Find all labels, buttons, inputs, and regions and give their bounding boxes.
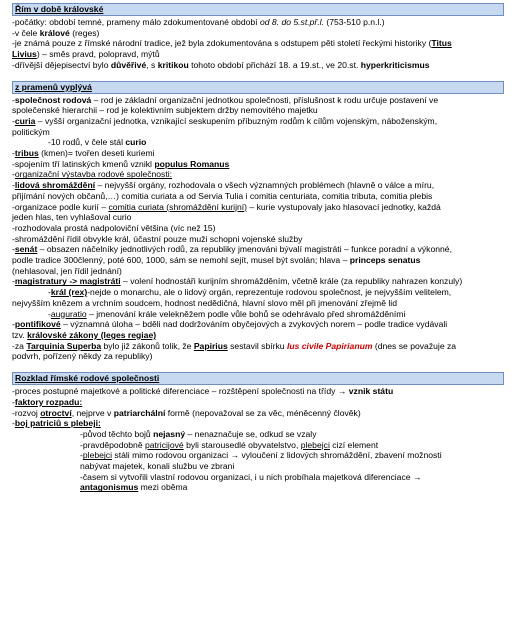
text-run: -původ těchto bojů: [80, 428, 154, 439]
text-line: [12, 212, 504, 223]
text-line: [12, 351, 504, 362]
text-run: cizí element: [329, 439, 379, 450]
text-run: král (rex): [50, 287, 88, 298]
text-run: podvrh, pořízený někdy za republiky): [12, 351, 153, 362]
text-run: – kurie vystupovaly jako hlasovací jednotky, každá: [247, 201, 441, 212]
text-run: comitia curiata (shromáždění kurijní): [108, 201, 248, 212]
text-run: lidová shromáždění: [14, 180, 96, 191]
text-run: -: [12, 244, 15, 255]
text-run: formě (nepovažoval se za věc, méněcenný člověk): [165, 407, 361, 418]
text-run: podle tradice 300členný, poté 600, 1000, sám se nemohl sejít, musel být svolán; hlava –: [12, 255, 350, 266]
text-run: magistratury -> magistráti: [14, 276, 121, 287]
text-run: -: [12, 169, 15, 180]
section-sources: [12, 81, 504, 363]
text-run: patriarchální: [113, 407, 166, 418]
text-run: pontifikové: [14, 319, 61, 330]
text-line: [12, 418, 504, 429]
text-line: [12, 429, 504, 440]
text-run: -: [12, 396, 15, 407]
text-run: curia: [14, 115, 36, 126]
text-run: tribus: [14, 148, 39, 159]
text-run: populus Romanus: [154, 158, 230, 169]
text-run: – vyšší organizační jednotka, vznikající seskupením příbuzným rodům k cílům vojenským, náboženským,: [35, 115, 438, 126]
text-run: nabývat majetek, konali službu ve zbrani: [80, 461, 235, 472]
text-run: -: [12, 94, 15, 105]
text-run: boj patriciů s plebeji:: [14, 418, 101, 429]
text-run: plebejci: [82, 450, 113, 461]
text-run: (kmen)= tvořen deseti kuriemi: [38, 148, 155, 159]
text-line: [12, 49, 504, 60]
text-run: Papirius: [193, 340, 228, 351]
text-run: (nehlasoval, jen řídil jednání): [12, 265, 122, 276]
text-line: [12, 482, 504, 493]
text-run: , s: [146, 59, 158, 70]
text-run: -dřívější dějepisectví bylo: [12, 59, 111, 70]
text-run: mezi oběma: [138, 482, 188, 493]
text-run: organizační výstavba rodové společnosti:: [14, 169, 173, 180]
text-line: [12, 137, 504, 148]
text-run: patricijové: [144, 439, 184, 450]
text-run: – volení hodnostáři kurijním shromážděním, včetně krále (za republiky nahrazen konzuly): [120, 276, 463, 287]
text-run: – obsazen náčelníky jednotlivých rodů, za republiky jmenováni bývalí magistráti – funkce poradní a výkonné,: [37, 244, 452, 255]
text-run: plebejci: [300, 439, 330, 450]
text-run: princeps senatus: [349, 255, 421, 266]
text-run: -organizace podle kurií –: [12, 201, 109, 212]
text-run: (753-510 p.n.l.): [323, 17, 385, 27]
text-run: tohoto období přichází 18. a 19.st., ve 20.st.: [188, 59, 361, 70]
text-line: [12, 180, 504, 191]
text-run: , nejprve v: [71, 407, 114, 418]
text-line: [12, 60, 504, 71]
text-run: -časem si vytvořili vlastní rodovou organizaci, i u nich probíhala majetková diferenciace →: [80, 471, 422, 482]
text-line: [12, 127, 504, 138]
text-run: kritikou: [157, 59, 189, 70]
text-line: [12, 330, 504, 341]
section-kingdom: [12, 3, 504, 71]
text-line: [12, 191, 504, 202]
text-line: [12, 341, 504, 352]
text-line: [12, 461, 504, 472]
text-line: [12, 234, 504, 245]
text-run: nejvyšším knězem a vrchním soudcem, hodnost nedědičná, hlavní slovo měl při jmenování zřejmě lid: [12, 297, 397, 308]
text-run: – nenaznačuje se, odkud se vzaly: [185, 428, 317, 439]
text-run: -: [12, 180, 15, 191]
text-run: – nejvyšší orgány, rozhodovala o všech významných problémech (hlavně o válce a míru,: [95, 180, 435, 191]
text-line: [12, 148, 504, 159]
text-run: -: [12, 276, 15, 287]
text-line: [12, 397, 504, 408]
text-line: [12, 276, 504, 287]
section-decline: [12, 372, 504, 493]
text-line: [12, 298, 504, 309]
text-line: [12, 440, 504, 451]
text-run: přijímání nových občanů,…) comitia curiata a od Servia Tulia i comitia centuriata, comitia tributa, comitia plebis: [12, 190, 433, 201]
text-run: -proces postupné majetkové a politické diferenciace – rozštěpení společnosti na třídy →: [12, 386, 349, 397]
text-run: vznik státu: [348, 386, 394, 397]
text-run: antagonismus: [80, 482, 139, 493]
text-run: auguratio: [50, 308, 87, 319]
text-line: [12, 28, 504, 39]
text-run: královské zákony (leges regiae): [27, 329, 157, 340]
text-run: curio: [125, 137, 147, 148]
text-run: jeden hlas, ten vyhlašoval curio: [12, 212, 132, 223]
text-run: hyperkriticismus: [360, 59, 430, 70]
text-run: -počátky: období temné, prameny málo zdokumentované období: [12, 17, 260, 27]
text-run: -rozhodovala prostá nadpoloviční většina (víc než 15): [12, 222, 216, 233]
text-run: byli starousedlé obyvatelstvo,: [183, 439, 301, 450]
text-run: společenské hierarchii – rod je kolektivním subjektem držby nemovitého majetku: [12, 105, 318, 116]
text-run: -spojením tří latinských kmenů vznikl: [12, 158, 155, 169]
text-run: -za: [12, 340, 27, 351]
text-line: [12, 450, 504, 461]
text-run: Tarquinia Superba: [26, 340, 102, 351]
text-line: [12, 116, 504, 127]
text-run: – významná úloha – bděli nad dodržováním obyčejových a zvykových norem – podle tradice vydávali: [60, 319, 448, 330]
text-run: společnost rodová: [14, 94, 92, 105]
text-run: ) – směs pravd, polopravd, mýtů: [36, 49, 160, 60]
text-line: [12, 244, 504, 255]
text-line: [12, 38, 504, 49]
text-run: tzv.: [12, 329, 28, 340]
text-run: -: [12, 115, 15, 126]
text-run: -: [48, 287, 51, 298]
text-line: [12, 255, 504, 266]
text-line: [12, 202, 504, 213]
text-run: otroctví: [40, 407, 72, 418]
text-run: faktory rozpadu:: [14, 396, 83, 407]
text-run: -: [12, 148, 15, 159]
text-run: od 8. do 5.st.př.l.: [259, 17, 324, 27]
text-run: -rozvoj: [12, 407, 41, 418]
text-line: [12, 159, 504, 170]
text-line: [12, 309, 504, 320]
text-run: Titus: [431, 38, 452, 49]
text-run: Livius: [12, 49, 37, 60]
text-run: -: [80, 450, 83, 461]
text-line: [12, 386, 504, 397]
text-run: -pravděpodobně: [80, 439, 145, 450]
text-run: (dnes se považuje za: [372, 340, 457, 351]
text-run: -je známá pouze z římské národní tradice, jež byla zdokumentována s odstupem pěti století řeckými historiky (: [12, 38, 432, 49]
spacer: [12, 362, 504, 372]
text-run: -nejde o monarchu, ale o lidový orgán, reprezentuje rodovou společnost, je nejvyšším velitelem,: [87, 287, 452, 298]
text-run: (reges): [69, 27, 100, 38]
text-run: Ius civile Papirianum: [286, 340, 373, 351]
text-run: bylo již zákonů tolik, že: [101, 340, 194, 351]
text-run: politickým: [12, 126, 50, 137]
text-run: -: [48, 308, 51, 319]
section-heading: Rozklad římské rodové společnosti: [12, 372, 504, 385]
text-run: – jmenování krále velekněžem podle vůle bohů se odehrávalo před shromážděními: [86, 308, 406, 319]
text-run: -: [12, 418, 15, 429]
text-run: králové: [39, 27, 70, 38]
text-run: důvěřivé: [110, 59, 147, 70]
text-run: sestavil sbírku: [227, 340, 287, 351]
text-line: [12, 169, 504, 180]
text-line: [12, 17, 504, 28]
text-run: – rod je základní organizační jednotkou společnosti, příslušnost k rodu určuje postavení ve: [91, 94, 439, 105]
text-line: [12, 105, 504, 116]
section-heading: z pramenů vyplývá: [12, 81, 504, 94]
text-line: [12, 319, 504, 330]
text-line: [12, 95, 504, 106]
text-run: -v čele: [12, 27, 40, 38]
document-page: [12, 3, 504, 493]
text-run: -: [12, 319, 15, 330]
text-run: -shromáždění řídil obvykle král, účastní pouze muži schopni vojenské služby: [12, 233, 303, 244]
section-heading: Řím v době královské: [12, 3, 504, 16]
text-line: [12, 472, 504, 483]
text-line: [12, 408, 504, 419]
text-run: stáli mimo rodovou organizaci → vyloučení z lidových shromáždění, zbavení možnosti: [112, 450, 442, 461]
text-run: -10 rodů, v čele stál: [48, 137, 126, 148]
spacer: [12, 71, 504, 81]
text-run: senát: [14, 244, 38, 255]
text-line: [12, 287, 504, 298]
text-line: [12, 223, 504, 234]
text-line: [12, 266, 504, 277]
text-run: nejasný: [153, 428, 186, 439]
